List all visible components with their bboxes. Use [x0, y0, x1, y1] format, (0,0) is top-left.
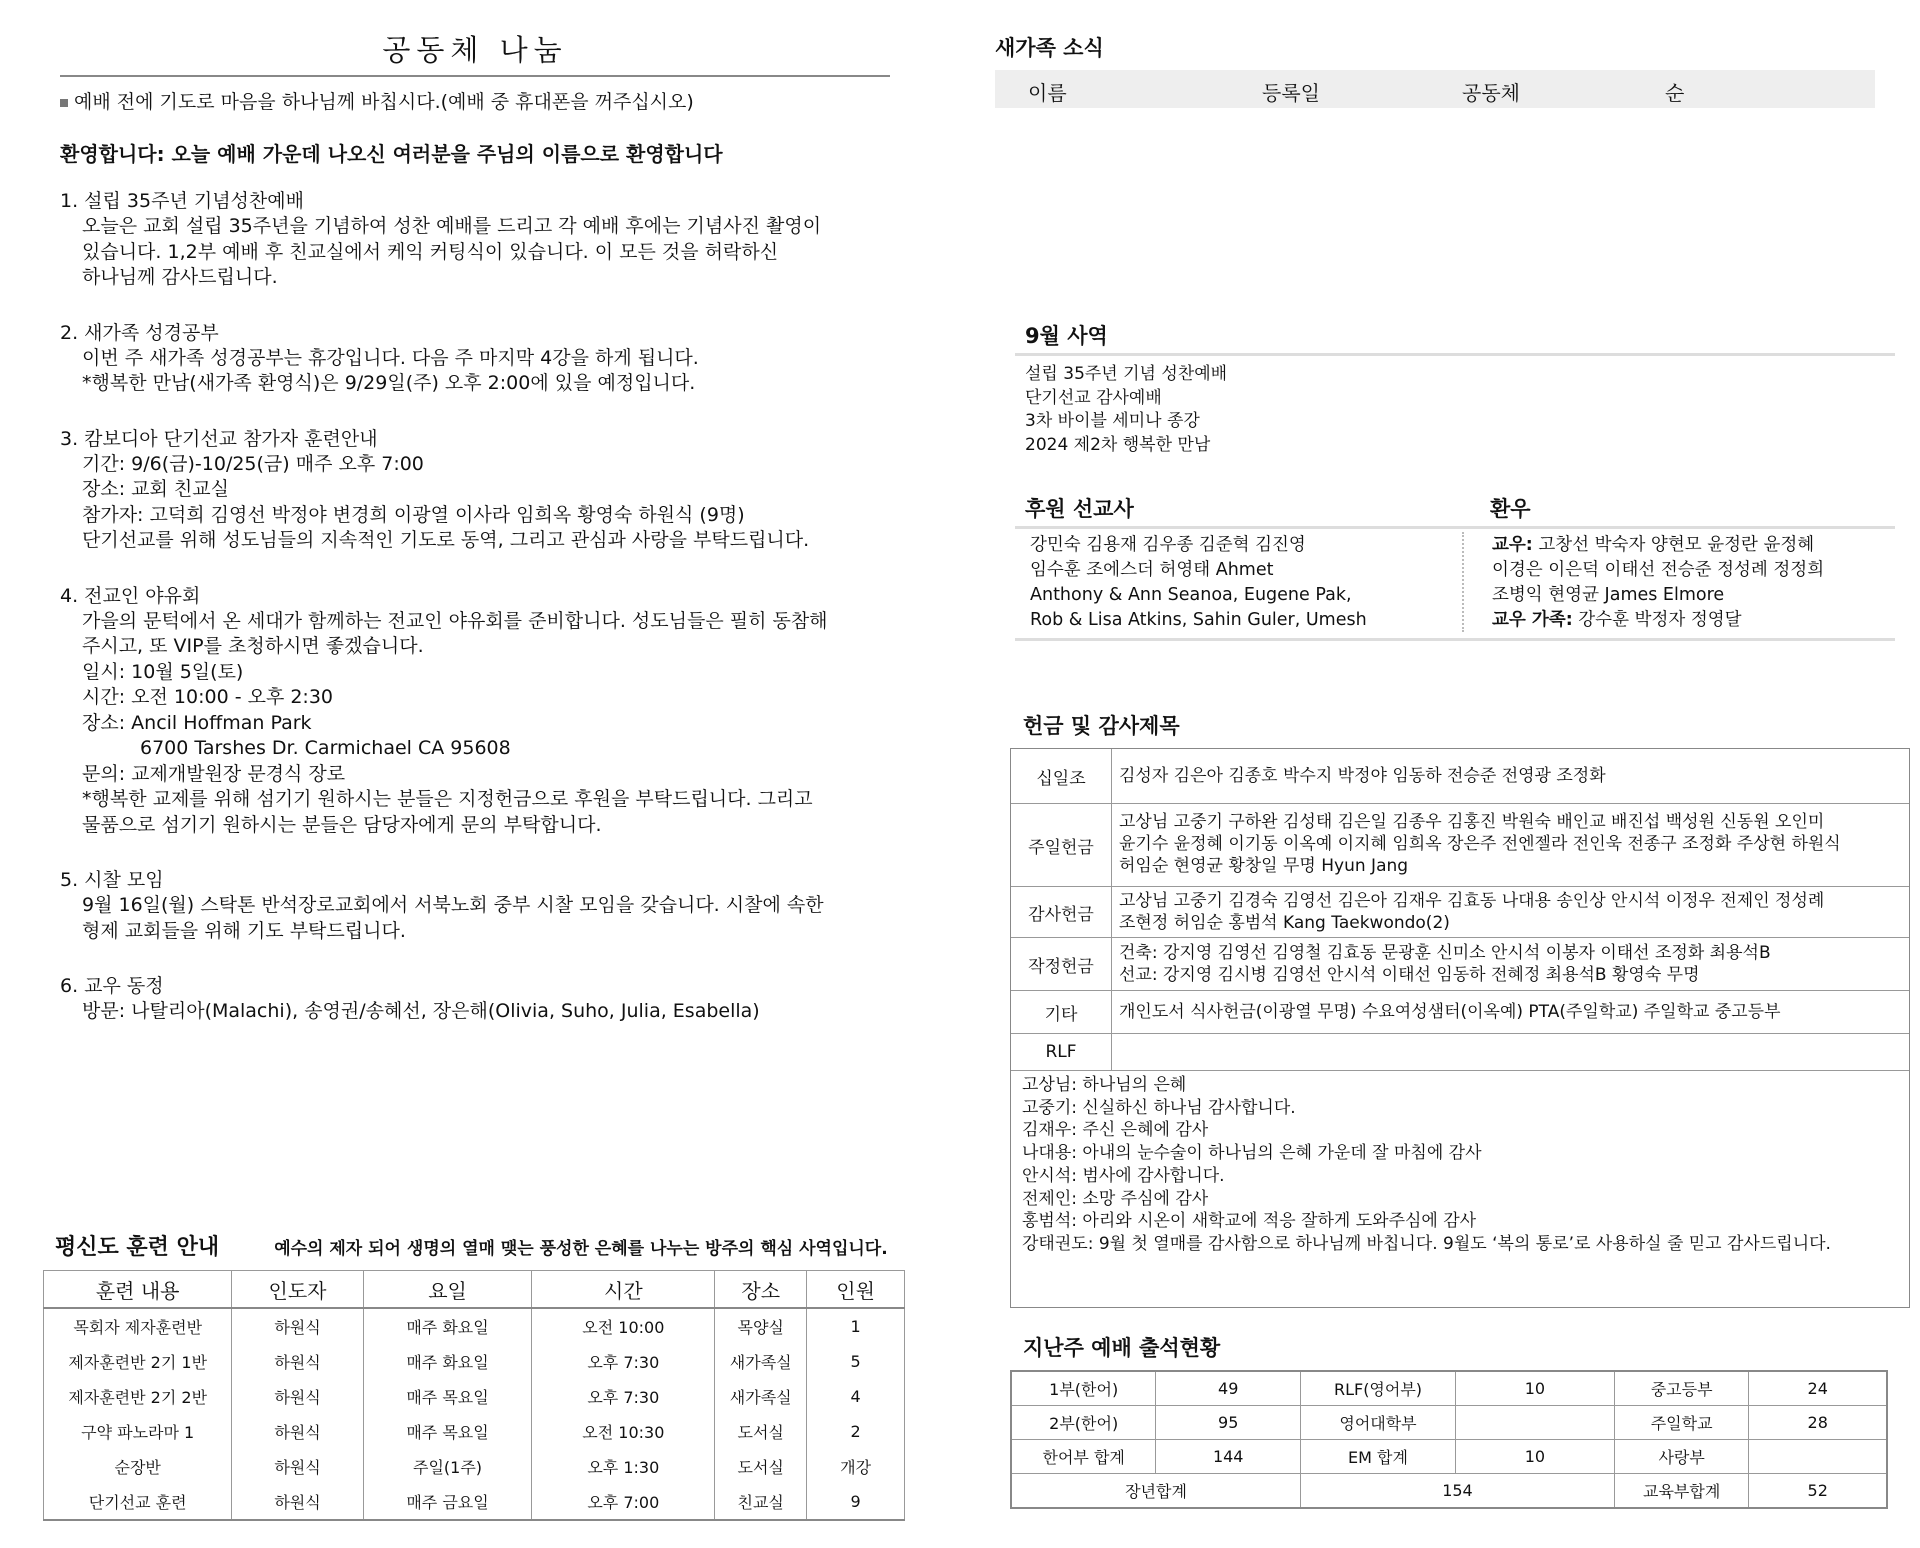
table-cell: 친교실 — [715, 1484, 807, 1520]
news-item-title: 3. 캄보디아 단기선교 참가자 훈련안내 — [60, 427, 378, 450]
news-item-title: 4. 전교인 야유회 — [60, 584, 201, 607]
table-cell: 오전 10:00 — [532, 1308, 715, 1344]
list-item: 단기선교 감사예배 — [1025, 387, 1162, 408]
list-item: 고중기: 신실하신 하나님 감사합니다. — [1022, 1097, 1296, 1118]
offering-label: 기타 — [1011, 991, 1112, 1033]
table-row — [44, 1344, 905, 1379]
offering-label: RLF — [1011, 1034, 1112, 1070]
news-item-line: 6700 Tarshes Dr. Carmichael CA 95608 — [140, 737, 511, 759]
list-item: 전제인: 소망 주심에 감사 — [1022, 1188, 1209, 1209]
attendance-table — [1010, 1370, 1888, 1509]
table-cell: 도서실 — [715, 1449, 807, 1484]
table-cell: 하원식 — [232, 1379, 363, 1414]
training-col-header: 요일 — [363, 1271, 532, 1309]
table-cell: 구약 파노라마 1 — [44, 1414, 232, 1449]
table-cell: 1 — [807, 1308, 905, 1344]
news-item-title: 1. 설립 35주년 기념성찬예배 — [60, 190, 304, 212]
table-cell: 순장반 — [44, 1449, 232, 1484]
title-divider — [60, 75, 890, 77]
news-item — [60, 974, 890, 1025]
news-item-line: 가을의 문턱에서 온 세대가 함께하는 전교인 야유회를 준비합니다. 성도님들은 필히 동참해 — [82, 609, 828, 632]
table-cell: 사랑부 — [1614, 1440, 1749, 1474]
offering-line: 고상님 고중기 김경숙 김영선 김은아 김재우 김효동 나대용 송인상 안시석 이정우 전제인 정성례 — [1119, 891, 1825, 911]
community-news-column — [60, 20, 890, 1055]
offering-line: 윤기수 윤정혜 이기동 이옥예 이지혜 임희옥 장은주 전엔젤라 전인욱 전종구 조정화 주상현 하원식 — [1119, 834, 1841, 854]
table-cell: 95 — [1156, 1406, 1301, 1440]
news-item — [60, 189, 890, 291]
training-col-header: 인도자 — [232, 1271, 363, 1309]
news-item-line: 이번 주 새가족 성경공부는 휴강입니다. 다음 주 마지막 4강을 하게 됩니다. — [82, 346, 699, 369]
table-cell: 9 — [807, 1484, 905, 1520]
table-cell: 하원식 — [232, 1308, 363, 1344]
table-cell: 도서실 — [715, 1414, 807, 1449]
welcome-heading: 환영합니다: 오늘 예배 가운데 나오신 여러분을 주님의 이름으로 환영합니다 — [60, 142, 723, 166]
table-cell: 오후 7:30 — [532, 1344, 715, 1379]
table-row — [44, 1379, 905, 1414]
training-subtitle: 예수의 제자 되어 생명의 열매 맺는 풍성한 은혜를 나누는 방주의 핵심 사역입니다. — [274, 1239, 888, 1259]
column-divider — [1462, 532, 1464, 632]
news-item-line: 형제 교회들을 위해 기도 부탁드립니다. — [82, 919, 406, 942]
news-item — [60, 584, 890, 839]
offering-row — [1011, 1034, 1909, 1071]
table-cell: 중고등부 — [1614, 1371, 1749, 1406]
table-cell: 하원식 — [232, 1449, 363, 1484]
new-family-col-header: 등록일 — [1262, 81, 1320, 105]
table-row — [1011, 1371, 1887, 1406]
table-cell: 매주 화요일 — [363, 1344, 532, 1379]
table-cell: 24 — [1749, 1371, 1887, 1406]
patient-text: 고창선 박숙자 양현모 윤정란 윤정혜 — [1532, 535, 1815, 555]
news-item-line: 물품으로 섬기기 원하시는 분들은 담당자에게 문의 부탁합니다. — [82, 813, 602, 836]
news-item-line: *행복한 교제를 위해 섬기기 원하시는 분들은 지정헌금으로 후원을 부탁드립니다. 그리고 — [82, 788, 813, 810]
news-item-line: 장소: Ancil Hoffman Park — [82, 711, 312, 734]
table-cell: 주일(1주) — [363, 1449, 532, 1484]
offering-line: 김성자 김은아 김종호 박수지 박정야 임동하 전승준 전영광 조정화 — [1119, 766, 1606, 786]
patients-bottom-divider — [1015, 638, 1895, 641]
offering-names — [1119, 942, 1905, 986]
list-item: 강태권도: 9월 첫 열매를 감사함으로 하나님께 바칩니다. 9월도 ‘복의 통로’로 사용하실 줄 믿고 감사드립니다. — [1022, 1233, 1831, 1254]
list-item: 2024 제2차 행복한 만남 — [1025, 434, 1211, 455]
table-cell: RLF(영어부) — [1301, 1371, 1456, 1406]
patient-text: 조병익 현영균 James Elmore — [1492, 585, 1725, 605]
offering-label: 감사헌금 — [1011, 887, 1112, 937]
new-family-header-bar — [995, 70, 1875, 108]
table-cell: 하원식 — [232, 1344, 363, 1379]
table-cell: 매주 화요일 — [363, 1308, 532, 1344]
table-row — [44, 1484, 905, 1520]
table-cell: 목양실 — [715, 1308, 807, 1344]
patients-title: 환우 — [1490, 497, 1531, 521]
list-item — [1492, 558, 1824, 583]
table-cell: 49 — [1156, 1371, 1301, 1406]
worship-note-text: 예배 전에 기도로 마음을 하나님께 바칩시다.(예배 중 휴대폰을 꺼주십시오) — [74, 91, 694, 113]
offering-label: 십일조 — [1011, 749, 1112, 803]
offering-line: 허임순 현영균 황창일 무명 Hyun Jang — [1119, 856, 1409, 876]
news-item-line: 오늘은 교회 설립 35주년을 기념하여 성찬 예배를 드리고 각 예배 후에는 기념사진 촬영이 — [82, 215, 822, 237]
table-cell: 한어부 합계 — [1011, 1440, 1156, 1474]
list-item: 설립 35주년 기념 성찬예배 — [1025, 364, 1228, 384]
offering-label: 주일헌금 — [1011, 804, 1112, 886]
patient-label: 교우 가족: — [1492, 610, 1573, 630]
list-item: 김재우: 주신 은혜에 감사 — [1022, 1120, 1209, 1141]
training-col-header: 인원 — [807, 1271, 905, 1309]
missionaries-list — [1030, 533, 1367, 633]
table-cell: 하원식 — [232, 1484, 363, 1520]
table-cell: 5 — [807, 1344, 905, 1379]
list-item: 고상님: 하나님의 은혜 — [1022, 1075, 1187, 1095]
table-cell: 새가족실 — [715, 1379, 807, 1414]
news-item-title: 2. 새가족 성경공부 — [60, 321, 219, 344]
news-item-line: 문의: 교제개발원장 문경식 장로 — [82, 762, 346, 785]
list-item: Rob & Lisa Atkins, Sahin Guler, Umesh — [1030, 610, 1367, 630]
square-bullet-icon — [60, 99, 68, 107]
news-item-line: 시간: 오전 10:00 - 오후 2:30 — [82, 686, 334, 708]
attendance-title: 지난주 예배 출석현황 — [1023, 1336, 1221, 1360]
table-cell: 2 — [807, 1414, 905, 1449]
table-row — [44, 1414, 905, 1449]
offering-names — [1119, 811, 1905, 877]
thanks-list — [1022, 1074, 1831, 1256]
training-col-header: 훈련 내용 — [44, 1271, 232, 1309]
table-cell: 매주 금요일 — [363, 1484, 532, 1520]
offering-row — [1011, 938, 1909, 991]
table-cell: 10 — [1455, 1440, 1614, 1474]
list-item — [1492, 608, 1824, 633]
news-item-line: 일시: 10월 5일(토) — [82, 660, 244, 683]
patients-list — [1492, 533, 1824, 633]
offering-line: 개인도서 식사헌금(이광열 무명) 수요여성샘터(이옥예) PTA(주일학교) 주일학교 중고등부 — [1119, 1002, 1781, 1022]
offering-names — [1119, 890, 1905, 934]
table-cell: 주일학교 — [1614, 1406, 1749, 1440]
news-item — [60, 321, 890, 397]
table-cell: 매주 목요일 — [363, 1414, 532, 1449]
news-item-line: 9월 16일(월) 스탁톤 반석장로교회에서 서북노회 중부 시찰 모임을 갖습니다. 시찰에 속한 — [82, 894, 824, 916]
news-item-line: 기간: 9/6(금)-10/25(금) 매주 오후 7:00 — [82, 452, 424, 475]
table-cell: 영어대학부 — [1301, 1406, 1456, 1440]
training-header — [55, 1230, 915, 1261]
offering-line: 건축: 강지영 김영선 김영철 김효동 문광훈 신미소 안시석 이봉자 이태선 조정화 최용석B — [1119, 943, 1771, 963]
table-cell: 단기선교 훈련 — [44, 1484, 232, 1520]
table-cell: 하원식 — [232, 1414, 363, 1449]
offering-row — [1011, 887, 1909, 938]
table-cell: 오후 7:30 — [532, 1379, 715, 1414]
table-cell: 오전 10:30 — [532, 1414, 715, 1449]
news-item-line: 참가자: 고덕희 김영선 박정야 변경희 이광열 이사라 임희옥 황영숙 하원식 (9명) — [82, 503, 745, 526]
list-item: 나대용: 아내의 눈수술이 하나님의 은혜 가운데 잘 마침에 감사 — [1022, 1143, 1482, 1164]
training-header-row — [44, 1271, 905, 1309]
news-item-line: 장소: 교회 친교실 — [82, 478, 229, 500]
list-item — [1492, 533, 1824, 558]
table-cell: 154 — [1301, 1474, 1615, 1509]
page-title: 공동체 나눔 — [382, 33, 568, 67]
news-item — [60, 427, 890, 554]
list-item: 임수훈 조에스더 허영태 Ahmet — [1030, 560, 1274, 580]
new-family-col-header: 순 — [1665, 81, 1685, 105]
table-cell: 10 — [1455, 1371, 1614, 1406]
table-row — [44, 1449, 905, 1484]
september-list — [1025, 363, 1227, 457]
offering-names — [1119, 765, 1905, 787]
new-family-title: 새가족 소식 — [995, 36, 1104, 60]
worship-note — [60, 87, 890, 114]
list-item: Anthony & Ann Seanoa, Eugene Pak, — [1030, 585, 1352, 605]
table-cell: 52 — [1749, 1474, 1887, 1509]
offering-label: 작정헌금 — [1011, 938, 1112, 990]
news-item-line: 방문: 나탈리아(Malachi), 송영권/송혜선, 장은해(Olivia, Suho, Julia, Esabella) — [82, 1000, 760, 1022]
table-cell: 오후 1:30 — [532, 1449, 715, 1484]
training-col-header: 시간 — [532, 1271, 715, 1309]
offering-row — [1011, 991, 1909, 1034]
table-cell: 제자훈련반 2기 1반 — [44, 1344, 232, 1379]
table-row — [1011, 1406, 1887, 1440]
table-cell — [1749, 1440, 1887, 1474]
news-item-line: 하나님께 감사드립니다. — [82, 266, 278, 288]
news-item-line: 단기선교를 위해 성도님들의 지속적인 기도로 동역, 그리고 관심과 사랑을 부탁드립니다. — [82, 529, 810, 551]
table-cell: 2부(한어) — [1011, 1406, 1156, 1440]
list-item — [1492, 583, 1824, 608]
table-cell: 장년합계 — [1011, 1474, 1301, 1509]
news-item-line: *행복한 만남(새가족 환영식)은 9/29일(주) 오후 2:00에 있을 예정입니다. — [82, 372, 696, 394]
list-item: 강민숙 김용재 김우종 김준혁 김진영 — [1030, 535, 1306, 555]
offering-row — [1011, 749, 1909, 804]
patient-text: 이경은 이은덕 이태선 전승준 정성례 정정희 — [1492, 560, 1825, 580]
table-cell: 개강 — [807, 1449, 905, 1484]
training-col-header: 장소 — [715, 1271, 807, 1309]
news-item-line: 주시고, 또 VIP를 초청하시면 좋겠습니다. — [82, 635, 424, 657]
table-cell: 4 — [807, 1379, 905, 1414]
table-cell: 새가족실 — [715, 1344, 807, 1379]
september-divider — [1015, 353, 1895, 356]
table-cell: 144 — [1156, 1440, 1301, 1474]
training-title: 평신도 훈련 안내 — [55, 1235, 220, 1260]
offering-row — [1011, 804, 1909, 887]
table-cell: 매주 목요일 — [363, 1379, 532, 1414]
offering-line: 선교: 강지영 김시병 김영선 안시석 이태선 임동하 전혜정 최용석B 황영숙 무명 — [1119, 965, 1700, 985]
patient-text: 강수훈 박정자 정영달 — [1572, 610, 1742, 630]
offering-names — [1119, 1001, 1905, 1023]
news-item — [60, 868, 890, 944]
table-cell: 교육부합계 — [1614, 1474, 1749, 1509]
table-cell: 28 — [1749, 1406, 1887, 1440]
missionaries-divider — [1015, 526, 1895, 529]
missionaries-title: 후원 선교사 — [1025, 497, 1134, 521]
news-item-title: 5. 시찰 모임 — [60, 869, 164, 891]
offering-title: 헌금 및 감사제목 — [1023, 714, 1180, 738]
training-table — [43, 1270, 905, 1521]
new-family-col-header: 공동체 — [1462, 81, 1520, 105]
table-row — [44, 1308, 905, 1344]
list-item: 홍범석: 아리와 시온이 새학교에 적응 잘하게 도와주심에 감사 — [1022, 1211, 1477, 1232]
table-cell: 오후 7:00 — [532, 1484, 715, 1520]
list-item: 안시석: 범사에 감사합니다. — [1022, 1165, 1225, 1186]
patient-label: 교우: — [1492, 535, 1533, 555]
list-item: 3차 바이블 세미나 종강 — [1025, 411, 1200, 431]
offering-line: 고상님 고중기 구하완 김성태 김은일 김종우 김홍진 박원숙 배인교 배진섭 백성원 신동원 오인미 — [1119, 812, 1825, 832]
table-cell: EM 합계 — [1301, 1440, 1456, 1474]
table-cell: 1부(한어) — [1011, 1371, 1156, 1406]
table-cell: 목회자 제자훈련반 — [44, 1308, 232, 1344]
table-cell — [1455, 1406, 1614, 1440]
new-family-col-header: 이름 — [1028, 81, 1067, 105]
table-row — [1011, 1474, 1887, 1509]
table-row — [1011, 1440, 1887, 1474]
september-ministry-title: 9월 사역 — [1025, 324, 1108, 348]
table-cell: 제자훈련반 2기 2반 — [44, 1379, 232, 1414]
news-item-line: 있습니다. 1,2부 예배 후 친교실에서 케익 커팅식이 있습니다. 이 모든 것을 허락하신 — [82, 240, 779, 263]
offering-line: 조현정 허임순 홍범석 Kang Taekwondo(2) — [1119, 913, 1450, 933]
news-item-title: 6. 교우 동정 — [60, 975, 164, 997]
